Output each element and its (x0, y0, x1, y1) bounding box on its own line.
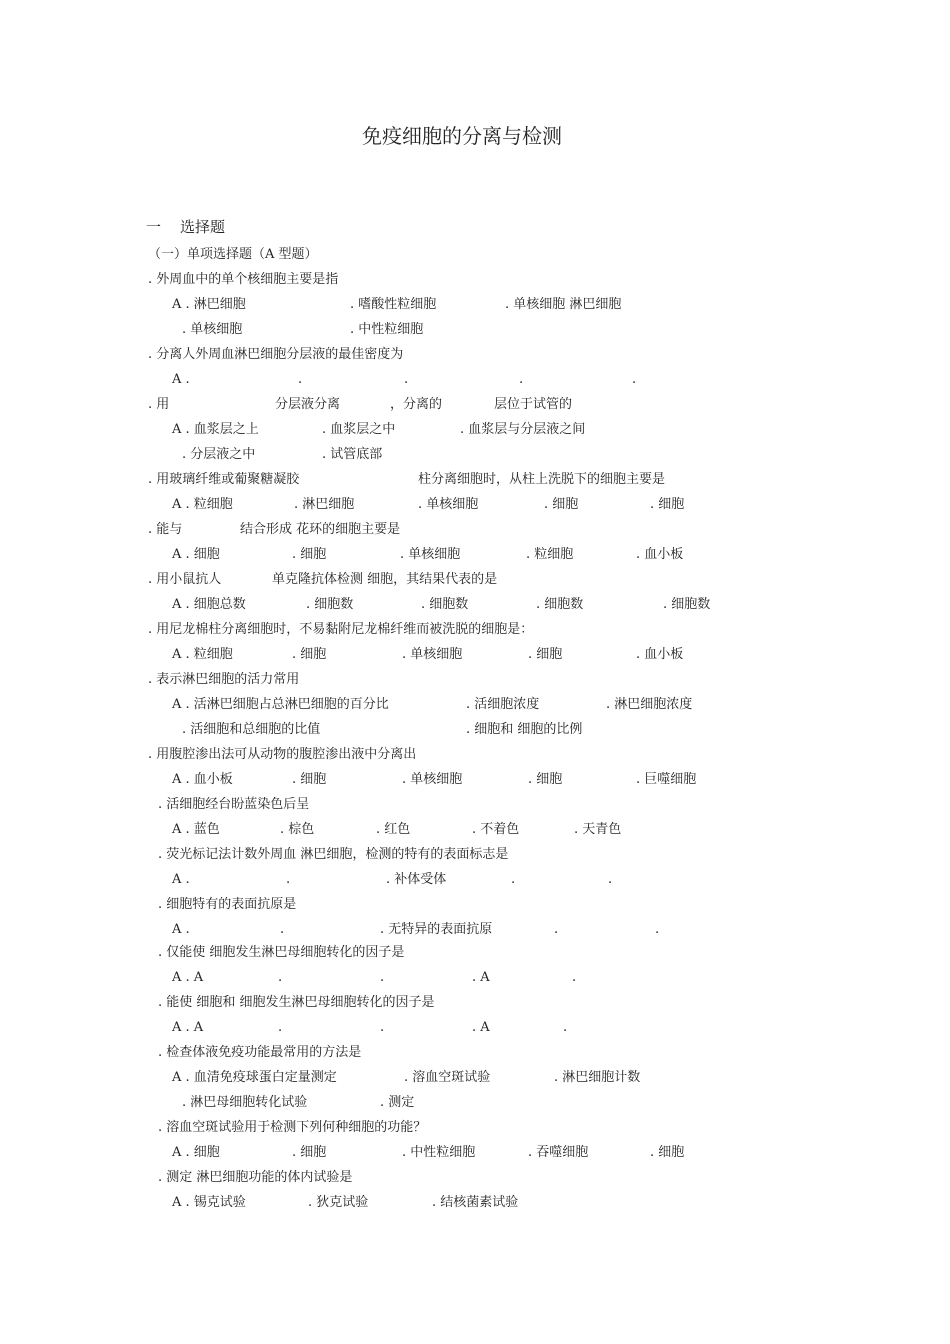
question-text-line: . (554, 922, 559, 937)
question-text-line: 结合形成 花环的细胞主要是 (240, 522, 401, 537)
question-text-line: . 淋巴细胞计数 (554, 1070, 641, 1085)
question-text-line: . 仅能使 细胞发生淋巴母细胞转化的因子是 (158, 945, 405, 960)
question-text-line: . (380, 1020, 385, 1035)
question-text-line: A . 细胞 (172, 547, 220, 562)
question-text-line: . 用 (148, 397, 170, 412)
question-text-line: . 血浆层之中 (322, 422, 396, 437)
question-text-line: A . 活淋巴细胞占总淋巴细胞的百分比 (172, 697, 389, 712)
question-text-line: . (380, 970, 385, 985)
question-text-line: . 血小板 (636, 547, 684, 562)
question-text-line: . (632, 372, 637, 387)
question-text-line: . 细胞 (650, 497, 685, 512)
question-text-line: . 单核细胞 (418, 497, 479, 512)
question-text-line: . (563, 1020, 568, 1035)
question-text-line: . (298, 372, 303, 387)
question-text-line: . 红色 (376, 822, 411, 837)
question-text-line: . 细胞 (292, 772, 327, 787)
question-text-line: . (278, 1020, 283, 1035)
question-text-line: A . 细胞总数 (172, 597, 246, 612)
question-text-line: . 淋巴细胞浓度 (606, 697, 693, 712)
question-text-line: 分层液分离 (275, 397, 341, 412)
question-text-line: . 细胞数 (306, 597, 354, 612)
question-text-line: 柱分离细胞时，从柱上洗脱下的细胞主要是 (418, 472, 666, 487)
question-text-line: . 嗜酸性粒细胞 (350, 297, 437, 312)
question-text-line: . 细胞 (292, 647, 327, 662)
question-text-line: A . A (172, 970, 204, 985)
question-text-line: A . A (172, 1020, 204, 1035)
question-text-line: . 溶血空斑试验用于检测下列何种细胞的功能？ (158, 1120, 427, 1135)
question-text-line: . (404, 372, 409, 387)
question-text-line: . (572, 970, 577, 985)
question-text-line: . 细胞 (528, 772, 563, 787)
question-text-line: . 分层液之中 (182, 447, 256, 462)
question-text-line: . 血浆层与分层液之间 (460, 422, 586, 437)
question-text-line: . 无特异的表面抗原 (380, 922, 493, 937)
question-text-line: . 粒细胞 (526, 547, 574, 562)
question-text-line: ，分离的 (390, 397, 443, 412)
question-text-line: . 细胞特有的表面抗原是 (158, 897, 297, 912)
question-text-line: . 单核细胞 (402, 772, 463, 787)
section-number: 一 (146, 218, 162, 236)
question-text-line: . 分离人外周血淋巴细胞分层液的最佳密度为 (148, 347, 404, 362)
question-text-line: A . (172, 872, 190, 887)
question-text-line: . (519, 372, 524, 387)
question-text-line: 单克隆抗体检测 细胞，其结果代表的是 (272, 572, 498, 587)
question-text-line: . 用腹腔渗出法可从动物的腹腔渗出液中分离出 (148, 747, 417, 762)
question-text-line: . (278, 970, 283, 985)
question-text-line: . 棕色 (280, 822, 315, 837)
page-title: 免疫细胞的分离与检测 (362, 124, 562, 148)
question-text-line: A . 细胞 (172, 1145, 220, 1160)
question-text-line: A . 蓝色 (172, 822, 220, 837)
question-text-line: . 外周血中的单个核细胞主要是指 (148, 272, 339, 287)
question-text-line: A . 粒细胞 (172, 647, 233, 662)
question-text-line: A . 粒细胞 (172, 497, 233, 512)
question-text-line: A . 血浆层之上 (172, 422, 259, 437)
question-text-line: . 中性粒细胞 (350, 322, 424, 337)
question-text-line: . 单核细胞 (402, 647, 463, 662)
question-text-line: A . (172, 372, 190, 387)
question-text-line: . 细胞 (292, 547, 327, 562)
question-text-line: . (511, 872, 516, 887)
question-text-line: . 淋巴母细胞转化试验 (182, 1095, 308, 1110)
question-text-line: . 表示淋巴细胞的活力常用 (148, 672, 300, 687)
question-text-line: . 活细胞浓度 (466, 697, 540, 712)
question-text-line: . 活细胞和总细胞的比值 (182, 722, 321, 737)
question-text-line: . 用玻璃纤维或葡聚糖凝胶 (148, 472, 300, 487)
question-text-line: . 能与 (148, 522, 183, 537)
question-text-line: . 单核细胞 (400, 547, 461, 562)
question-text-line: . (280, 922, 285, 937)
question-text-line: . 血小板 (636, 647, 684, 662)
question-text-line: . (608, 872, 613, 887)
question-text-line: . 检查体液免疫功能最常用的方法是 (158, 1045, 362, 1060)
question-text-line: . 细胞数 (536, 597, 584, 612)
question-text-line: . A (472, 970, 490, 985)
question-text-line: . 细胞和 细胞的比例 (466, 722, 583, 737)
question-text-line: A . 血清免疫球蛋白定量测定 (172, 1070, 337, 1085)
question-text-line: . 活细胞经台盼蓝染色后呈 (158, 797, 310, 812)
question-text-line: . 单核细胞 淋巴细胞 (505, 297, 622, 312)
question-text-line: A . 血小板 (172, 772, 233, 787)
question-text-line: . 荧光标记法计数外周血 淋巴细胞，检测的特有的表面标志是 (158, 847, 509, 862)
question-text-line: A . (172, 922, 190, 937)
question-text-line: . 细胞 (544, 497, 579, 512)
question-text-line: . (655, 922, 660, 937)
question-text-line: A . 锡克试验 (172, 1195, 246, 1210)
question-text-line: . 试管底部 (322, 447, 383, 462)
question-text-line: . 细胞 (650, 1145, 685, 1160)
question-text-line: A . 淋巴细胞 (172, 297, 246, 312)
question-text-line: 层位于试管的 (494, 397, 573, 412)
question-text-line: . 能使 细胞和 细胞发生淋巴母细胞转化的因子是 (158, 995, 435, 1010)
question-text-line: . 狄克试验 (308, 1195, 369, 1210)
question-text-line: . (286, 872, 291, 887)
question-text-line: . 补体受体 (386, 872, 447, 887)
question-text-line: . 溶血空斑试验 (404, 1070, 491, 1085)
question-text-line: . 细胞数 (421, 597, 469, 612)
section-heading: 选择题 (180, 218, 226, 236)
question-text-line: . 用小鼠抗人 (148, 572, 222, 587)
question-text-line: . 结核菌素试验 (432, 1195, 519, 1210)
question-text-line: . 细胞数 (663, 597, 711, 612)
question-text-line: . 天青色 (574, 822, 622, 837)
question-text-line: . 吞噬细胞 (528, 1145, 589, 1160)
subsection-heading: （一）单项选择题（A 型题） (148, 247, 318, 262)
question-text-line: . 巨噬细胞 (636, 772, 697, 787)
question-text-line: . 细胞 (528, 647, 563, 662)
question-text-line: . 单核细胞 (182, 322, 243, 337)
question-text-line: . 淋巴细胞 (294, 497, 355, 512)
question-text-line: . 细胞 (292, 1145, 327, 1160)
question-text-line: . 测定 淋巴细胞功能的体内试验是 (158, 1170, 353, 1185)
question-text-line: . 测定 (380, 1095, 415, 1110)
question-text-line: . 用尼龙棉柱分离细胞时，不易黏附尼龙棉纤维而被洗脱的细胞是： (148, 622, 534, 637)
question-text-line: . 不着色 (472, 822, 520, 837)
question-text-line: . A (472, 1020, 490, 1035)
question-text-line: . 中性粒细胞 (402, 1145, 476, 1160)
